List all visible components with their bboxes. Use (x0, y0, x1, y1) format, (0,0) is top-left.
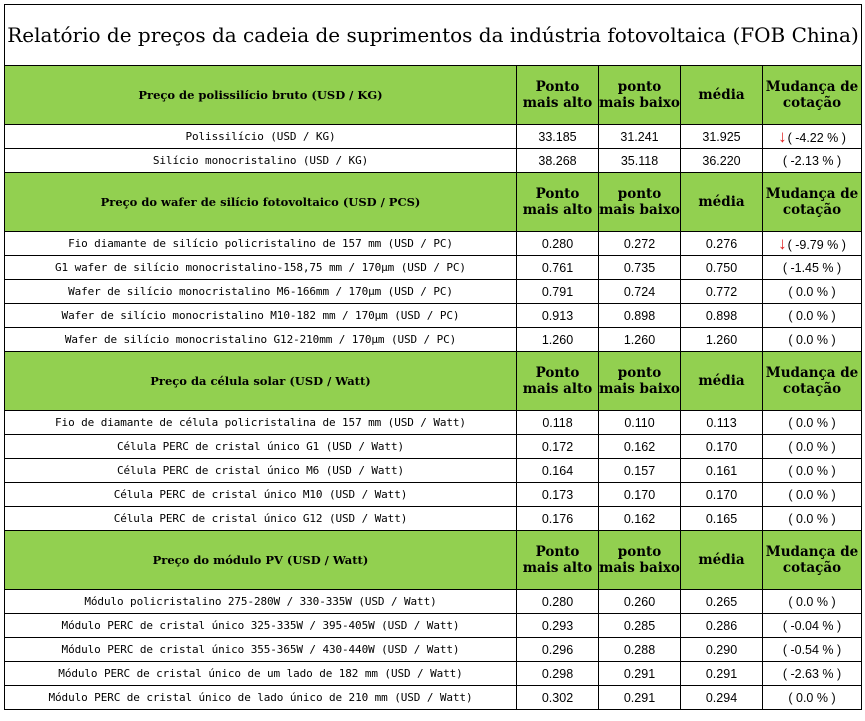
high-value: 0.172 (517, 435, 599, 459)
product-label: Módulo PERC de cristal único 355-365W / 430-440W (USD / Watt) (5, 638, 517, 662)
column-header-change: Mudança de cotação (763, 352, 862, 411)
table-row (5, 614, 862, 638)
low-value: 0.162 (599, 507, 681, 531)
change-value: ( 0.0 % ) (788, 284, 836, 299)
product-label: Módulo policristalino 275-280W / 330-335W (USD / Watt) (5, 590, 517, 614)
average-value: 0.161 (681, 459, 763, 483)
change-value: ( 0.0 % ) (788, 439, 836, 454)
change-cell (763, 686, 862, 710)
product-label: Célula PERC de cristal único G1 (USD / Watt) (5, 435, 517, 459)
low-value: 1.260 (599, 328, 681, 352)
change-value: ( -4.22 % ) (787, 130, 846, 145)
average-value: 0.170 (681, 483, 763, 507)
low-value: 31.241 (599, 125, 681, 149)
high-value: 0.176 (517, 507, 599, 531)
change-value: ( -1.45 % ) (782, 260, 842, 275)
section-header (5, 173, 862, 232)
product-label: Módulo PERC de cristal único 325-335W / 395-405W (USD / Watt) (5, 614, 517, 638)
product-label: Módulo PERC de cristal único de um lado de 182 mm (USD / Watt) (5, 662, 517, 686)
low-value: 0.110 (599, 411, 681, 435)
high-value: 38.268 (517, 149, 599, 173)
table-row (5, 483, 862, 507)
low-value: 0.291 (599, 686, 681, 710)
change-value: ( 0.0 % ) (788, 415, 836, 430)
change-value: ( -9.79 % ) (787, 237, 846, 252)
product-label: Wafer de silício monocristalino M10-182 mm / 170μm (USD / PC) (5, 304, 517, 328)
high-value: 0.761 (517, 256, 599, 280)
average-value: 0.898 (681, 304, 763, 328)
product-label: Módulo PERC de cristal único de lado único de 210 mm (USD / Watt) (5, 686, 517, 710)
report-body (5, 5, 862, 710)
average-value: 0.290 (681, 638, 763, 662)
section-title: Preço de polissilício bruto (USD / KG) (5, 66, 517, 125)
table-row (5, 280, 862, 304)
table-row (5, 256, 862, 280)
section-header (5, 66, 862, 125)
high-value: 0.298 (517, 662, 599, 686)
table-row (5, 459, 862, 483)
product-label: G1 wafer de silício monocristalino-158,75 mm / 170μm (USD / PC) (5, 256, 517, 280)
average-value: 1.260 (681, 328, 763, 352)
product-label: Silício monocristalino (USD / KG) (5, 149, 517, 173)
high-value: 0.173 (517, 483, 599, 507)
change-cell (763, 662, 862, 686)
column-header-average: média (681, 66, 763, 125)
low-value: 0.724 (599, 280, 681, 304)
high-value: 0.118 (517, 411, 599, 435)
change-cell (763, 304, 862, 328)
table-row (5, 328, 862, 352)
low-value: 0.288 (599, 638, 681, 662)
table-row (5, 232, 862, 256)
table-row (5, 686, 862, 710)
table-row (5, 507, 862, 531)
column-header-change: Mudança de cotação (763, 66, 862, 125)
price-report-table (4, 4, 862, 710)
high-value: 0.791 (517, 280, 599, 304)
change-value: ( -0.04 % ) (782, 618, 842, 633)
average-value: 36.220 (681, 149, 763, 173)
column-header-high: Ponto mais alto (517, 173, 599, 232)
change-cell (763, 328, 862, 352)
column-header-average: média (681, 531, 763, 590)
section-header (5, 531, 862, 590)
column-header-average: média (681, 173, 763, 232)
column-header-low: ponto mais baixo (599, 173, 681, 232)
change-cell (763, 638, 862, 662)
low-value: 0.170 (599, 483, 681, 507)
table-row (5, 125, 862, 149)
average-value: 0.286 (681, 614, 763, 638)
average-value: 0.750 (681, 256, 763, 280)
change-cell (763, 125, 862, 149)
high-value: 0.913 (517, 304, 599, 328)
high-value: 0.164 (517, 459, 599, 483)
low-value: 0.272 (599, 232, 681, 256)
change-cell (763, 280, 862, 304)
section-title: Preço da célula solar (USD / Watt) (5, 352, 517, 411)
change-cell (763, 435, 862, 459)
high-value: 0.296 (517, 638, 599, 662)
product-label: Célula PERC de cristal único M10 (USD / Watt) (5, 483, 517, 507)
high-value: 33.185 (517, 125, 599, 149)
change-value: ( 0.0 % ) (788, 690, 836, 705)
product-label: Wafer de silício monocristalino M6-166mm / 170μm (USD / PC) (5, 280, 517, 304)
change-cell (763, 483, 862, 507)
column-header-change: Mudança de cotação (763, 531, 862, 590)
average-value: 0.265 (681, 590, 763, 614)
average-value: 0.276 (681, 232, 763, 256)
product-label: Fio diamante de silício policristalino de 157 mm (USD / PC) (5, 232, 517, 256)
section-title: Preço do wafer de silício fotovoltaico (USD / PCS) (5, 173, 517, 232)
average-value: 0.165 (681, 507, 763, 531)
product-label: Célula PERC de cristal único M6 (USD / Watt) (5, 459, 517, 483)
high-value: 0.280 (517, 590, 599, 614)
change-cell (763, 459, 862, 483)
product-label: Polissilício (USD / KG) (5, 125, 517, 149)
low-value: 0.157 (599, 459, 681, 483)
change-cell (763, 149, 862, 173)
change-value: ( -2.13 % ) (782, 153, 842, 168)
change-cell (763, 256, 862, 280)
table-row (5, 638, 862, 662)
change-cell (763, 411, 862, 435)
high-value: 0.293 (517, 614, 599, 638)
low-value: 0.162 (599, 435, 681, 459)
product-label: Célula PERC de cristal único G12 (USD / Watt) (5, 507, 517, 531)
section-title: Preço do módulo PV (USD / Watt) (5, 531, 517, 590)
average-value: 31.925 (681, 125, 763, 149)
table-row (5, 411, 862, 435)
table-row (5, 662, 862, 686)
report-title: Relatório de preços da cadeia de suprimentos da indústria fotovoltaica (FOB China) (5, 5, 862, 66)
average-value: 0.170 (681, 435, 763, 459)
high-value: 0.302 (517, 686, 599, 710)
high-value: 1.260 (517, 328, 599, 352)
table-row (5, 590, 862, 614)
low-value: 0.898 (599, 304, 681, 328)
table-row (5, 304, 862, 328)
average-value: 0.291 (681, 662, 763, 686)
section-header (5, 352, 862, 411)
table-row (5, 149, 862, 173)
change-cell (763, 614, 862, 638)
change-value: ( 0.0 % ) (788, 594, 836, 609)
change-value: ( 0.0 % ) (788, 511, 836, 526)
change-value: ( -2.63 % ) (782, 666, 842, 681)
product-label: Wafer de silício monocristalino G12-210mm / 170μm (USD / PC) (5, 328, 517, 352)
column-header-low: ponto mais baixo (599, 66, 681, 125)
down-arrow-icon: ↓ (778, 233, 787, 253)
low-value: 35.118 (599, 149, 681, 173)
low-value: 0.291 (599, 662, 681, 686)
column-header-high: Ponto mais alto (517, 531, 599, 590)
change-value: ( 0.0 % ) (788, 308, 836, 323)
down-arrow-icon: ↓ (778, 126, 787, 146)
average-value: 0.113 (681, 411, 763, 435)
change-value: ( 0.0 % ) (788, 463, 836, 478)
change-cell (763, 232, 862, 256)
average-value: 0.294 (681, 686, 763, 710)
high-value: 0.280 (517, 232, 599, 256)
change-cell (763, 590, 862, 614)
column-header-high: Ponto mais alto (517, 66, 599, 125)
table-row (5, 435, 862, 459)
column-header-low: ponto mais baixo (599, 352, 681, 411)
product-label: Fio de diamante de célula policristalina de 157 mm (USD / Watt) (5, 411, 517, 435)
column-header-high: Ponto mais alto (517, 352, 599, 411)
change-value: ( 0.0 % ) (788, 487, 836, 502)
change-value: ( -0.54 % ) (782, 642, 842, 657)
column-header-low: ponto mais baixo (599, 531, 681, 590)
change-cell (763, 507, 862, 531)
column-header-average: média (681, 352, 763, 411)
average-value: 0.772 (681, 280, 763, 304)
low-value: 0.285 (599, 614, 681, 638)
low-value: 0.260 (599, 590, 681, 614)
low-value: 0.735 (599, 256, 681, 280)
change-value: ( 0.0 % ) (788, 332, 836, 347)
column-header-change: Mudança de cotação (763, 173, 862, 232)
